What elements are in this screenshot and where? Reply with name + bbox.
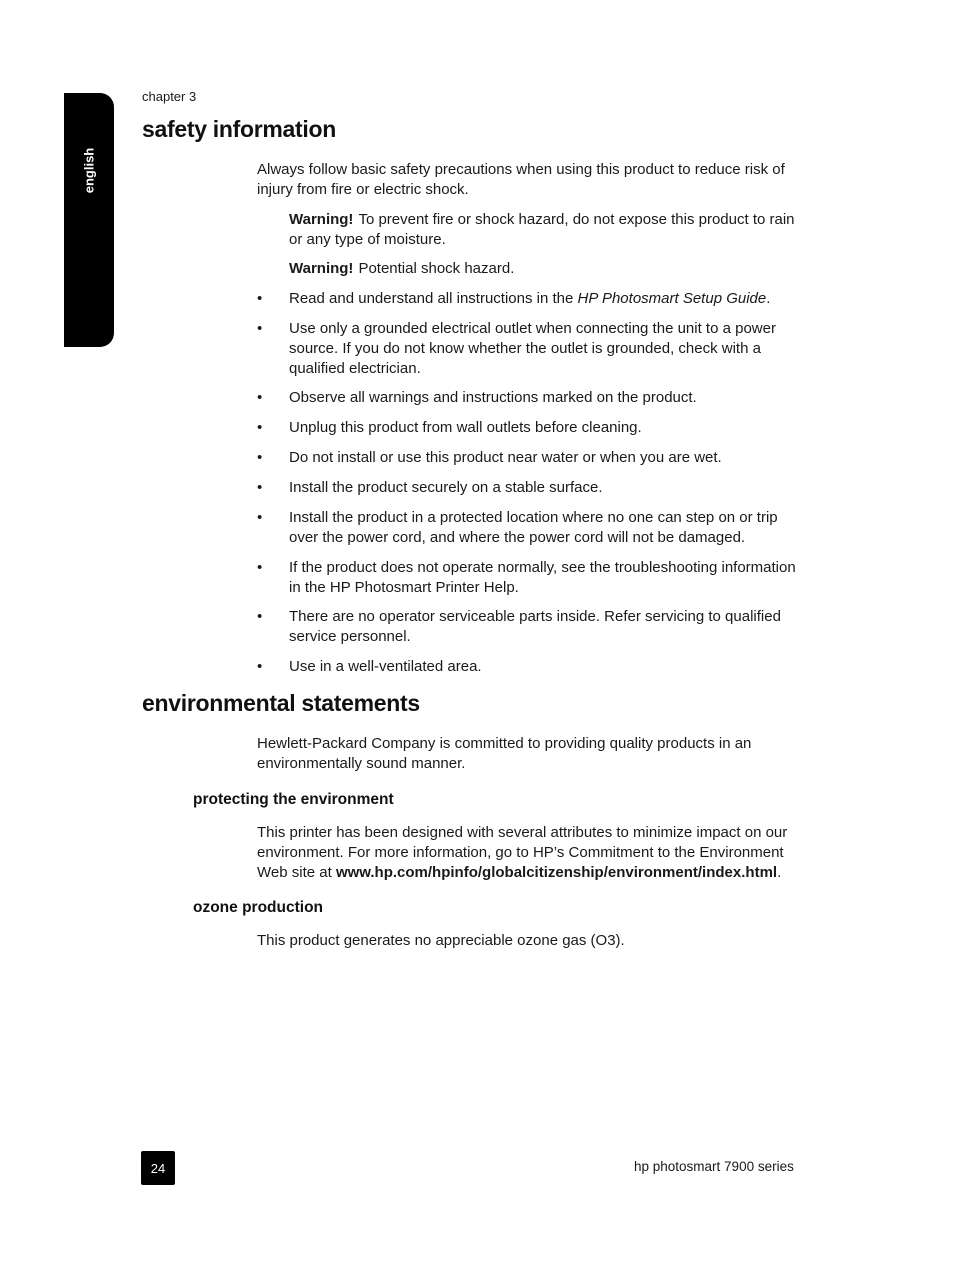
bullet-text: Observe all warnings and instructions marked on the product. (289, 389, 697, 406)
bullet-dot: • (257, 290, 263, 307)
bullet-text: Use only a grounded electrical outlet when connecting the unit to a power source. If you do not know whether the outlet is grounded, check with a qualified electrician. (289, 320, 776, 377)
environmental-intro: Hewlett-Packard Company is committed to providing quality products in an environmentally sound manner. (257, 735, 752, 772)
bullet-text: If the product does not operate normally, see the troubleshooting information in the HP Photosmart Printer Help. (289, 559, 796, 596)
side-tab-label-wrap (64, 93, 114, 347)
warning-label: Warning! (289, 211, 354, 228)
bullet-text: Install the product securely on a stable surface. (289, 479, 603, 496)
ozone-text: This product generates no appreciable ozone gas (O3). (257, 932, 625, 949)
warning-2 (289, 259, 802, 279)
bullet-dot: • (257, 479, 263, 496)
page-number: 24 (150, 1160, 166, 1176)
bullet-text: Install the product in a protected location where no one can step on or trip over the power cord, and where the power cord will not be damaged. (289, 509, 778, 546)
bullet-dot: • (257, 419, 263, 436)
bullet-text: Use in a well-ventilated area. (289, 658, 482, 675)
bullet-text: There are no operator serviceable parts inside. Refer servicing to qualified service personnel. (289, 608, 781, 645)
page-number-badge (141, 1151, 175, 1185)
chapter-label: chapter 3 (142, 89, 197, 104)
safety-intro: Always follow basic safety precautions when using this product to reduce risk of injury from fire or electric shock. (257, 161, 785, 198)
environment-url-link[interactable]: www.hp.com/hpinfo/globalcitizenship/environment/index.html (335, 863, 778, 881)
warning-text: Potential shock hazard. (358, 260, 515, 277)
warning-label: Warning! (289, 260, 354, 277)
bullet-dot: • (257, 658, 263, 675)
bullet-text: Unplug this product from wall outlets before cleaning. (289, 419, 642, 436)
footer-product: hp photosmart 7900 series (634, 1159, 794, 1174)
protecting-text: This printer has been designed with several attributes to minimize impact on our environment. For more information, go to HP’s Commitment to the Environment Web site at www.hp.com/hpinfo/globalcitizenship/environment/index.html. (257, 824, 788, 881)
bullet-text: Read and understand all instructions in the HP Photosmart Setup Guide. (289, 290, 771, 307)
ozone-heading: ozone production (193, 899, 324, 916)
bullet-dot: • (257, 389, 263, 406)
environmental-heading: environmental statements (142, 690, 420, 716)
safety-heading: safety information (142, 116, 336, 142)
bullet-dot: • (257, 559, 263, 576)
bullet-dot: • (257, 320, 263, 337)
warning-1 (289, 210, 802, 250)
bullet-dot: • (257, 608, 263, 625)
warning-text: To prevent fire or shock hazard, do not expose this product to rain or any type of moisture. (289, 211, 795, 248)
side-tab-label: english (81, 147, 97, 193)
bullet-dot: • (257, 509, 263, 526)
bullet-text: Do not install or use this product near water or when you are wet. (289, 449, 722, 466)
protecting-heading: protecting the environment (193, 791, 394, 808)
bullet-dot: • (257, 449, 263, 466)
